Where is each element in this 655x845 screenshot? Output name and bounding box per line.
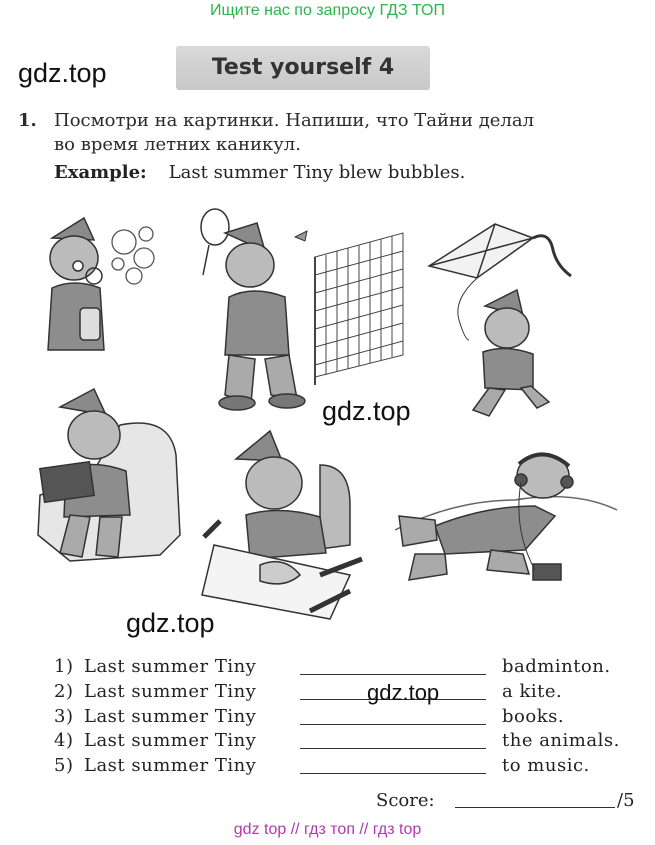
page-title: Test yourself 4: [211, 55, 395, 80]
picture-tiny-playing-badminton: [185, 205, 410, 420]
answer-blank[interactable]: [300, 674, 486, 675]
picture-tiny-reading-book: [30, 385, 190, 570]
exercise-ending: a kite.: [502, 681, 563, 702]
exercise-row: 2) Last summer Tiny: [54, 681, 257, 702]
answer-blank[interactable]: [300, 724, 486, 725]
picture-tiny-listening-music: [395, 450, 620, 600]
top-banner: Ищите нас по запросу ГДЗ ТОП: [210, 2, 445, 19]
exercise-ending: badminton.: [502, 656, 611, 677]
task-text-line1: Посмотри на картинки. Напиши, что Тайни делал: [54, 110, 535, 131]
exercise-ending: books.: [502, 706, 565, 727]
watermark: gdz.top: [18, 58, 107, 88]
example: [54, 162, 465, 183]
score-label: Score:: [376, 790, 435, 811]
footer-watermark: gdz top // гдз топ // гдз top: [233, 821, 422, 838]
task-text-line2: во время летних каникул.: [54, 134, 301, 155]
exercise-ending: to music.: [502, 755, 590, 776]
title-box: [176, 46, 430, 90]
picture-tiny-blowing-bubbles: [22, 210, 172, 360]
example-text: Last summer Tiny blew bubbles.: [168, 162, 466, 183]
watermark: gdz.top: [126, 608, 215, 638]
score-blank[interactable]: [455, 807, 615, 808]
exercise-row: 5) Last summer Tiny: [54, 755, 257, 776]
exercise-row: 4) Last summer Tiny: [54, 730, 257, 751]
answer-blank[interactable]: [300, 773, 486, 774]
exercise-row: 3) Last summer Tiny: [54, 706, 257, 727]
watermark: gdz.top: [367, 680, 440, 705]
exercise-ending: the animals.: [502, 730, 620, 751]
picture-tiny-flying-kite: [425, 220, 575, 420]
answer-blank[interactable]: [300, 748, 486, 749]
score-max: /5: [617, 790, 635, 811]
task-number: 1.: [18, 110, 37, 131]
example-label: Example:: [54, 162, 147, 183]
picture-tiny-drawing-animals: [200, 425, 365, 620]
exercise-row: 1) Last summer Tiny: [54, 656, 257, 677]
watermark: gdz.top: [322, 396, 411, 426]
